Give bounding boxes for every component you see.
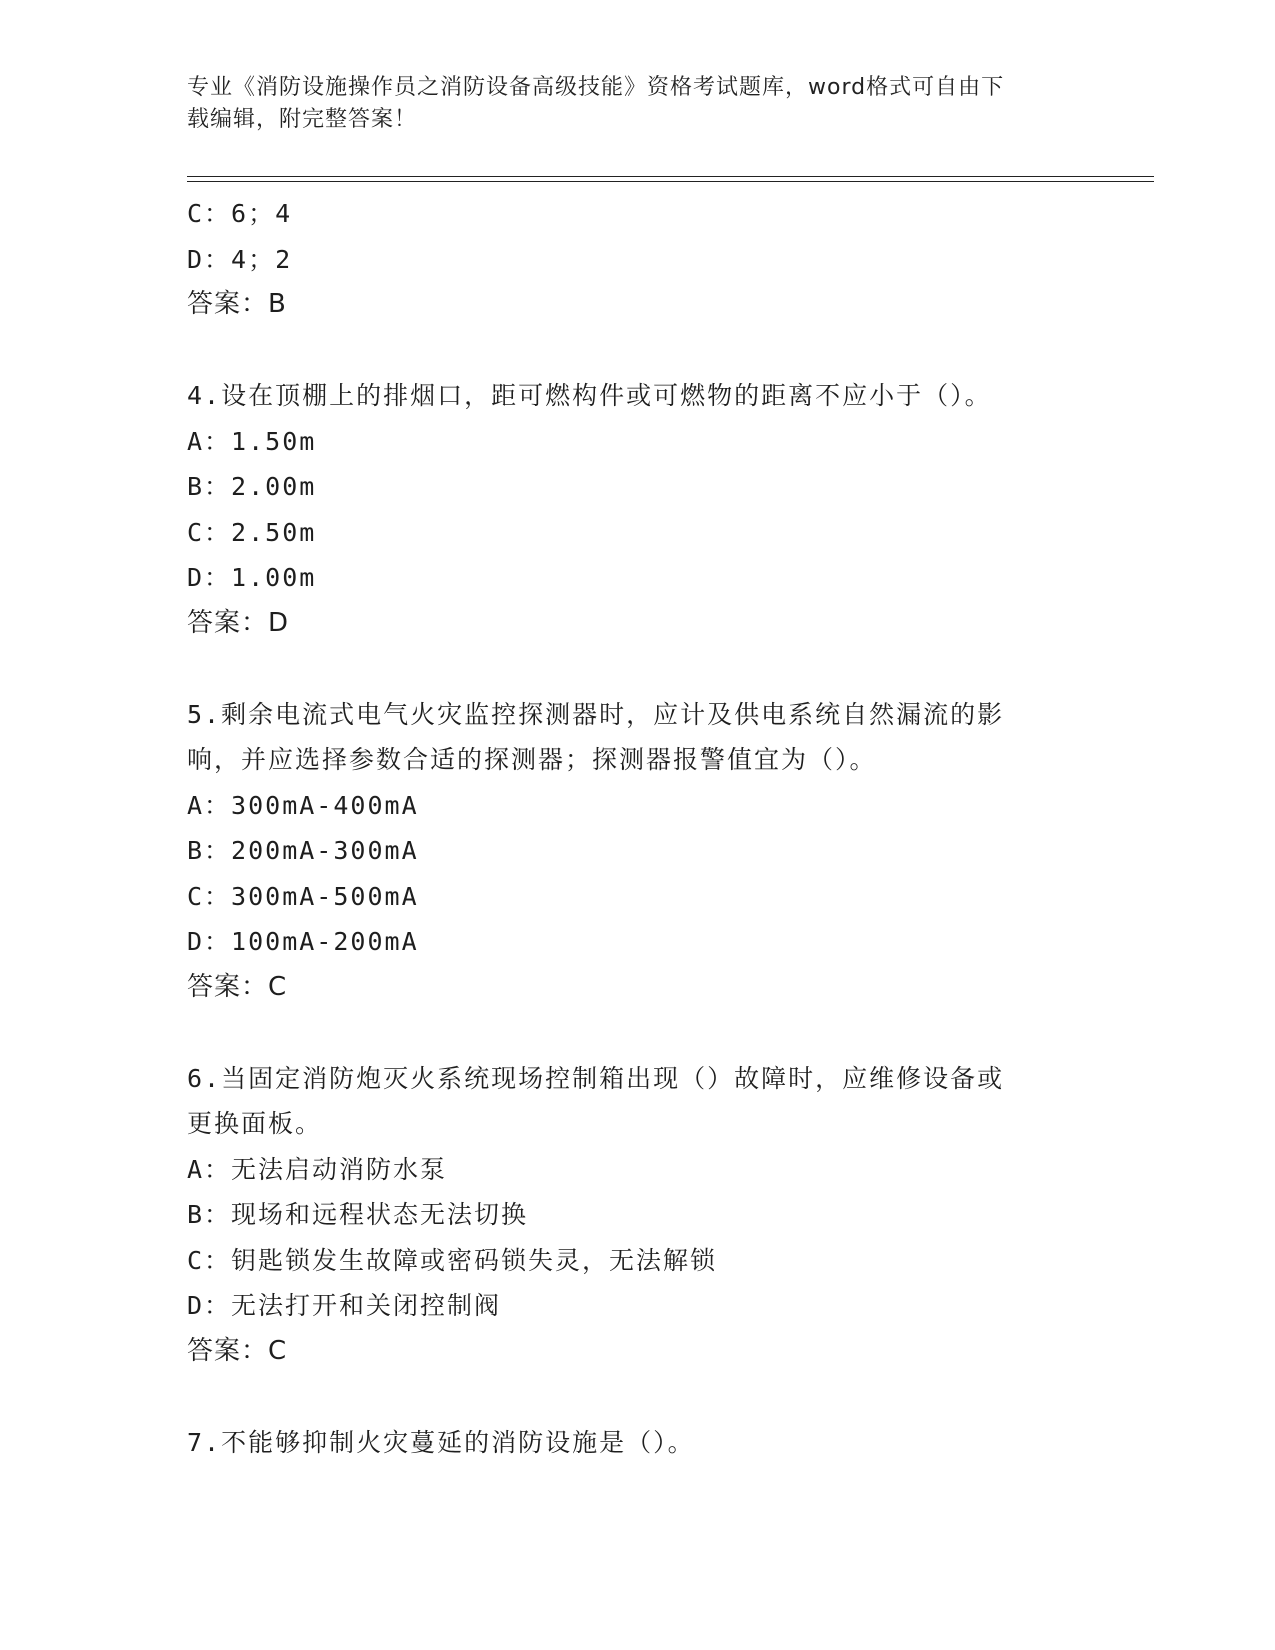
question-7	[187, 1420, 1087, 1466]
question-3-continuation	[187, 191, 1087, 328]
option-b: B：现场和远程状态无法切换	[187, 1200, 529, 1229]
question-text-line-2: 更换面板。	[187, 1109, 323, 1138]
spacer	[187, 328, 1087, 374]
option-d: D：4；2	[187, 244, 293, 274]
spacer	[187, 646, 1087, 692]
spacer	[187, 1010, 1087, 1056]
header-divider-bottom	[187, 181, 1154, 182]
option-b: B：200mA-300mA	[187, 836, 419, 865]
document-body	[187, 191, 1087, 1465]
header-line-2: 载编辑，附完整答案！	[187, 107, 418, 132]
answer-line: 答案：C	[187, 971, 288, 1002]
option-c: C：300mA-500mA	[187, 881, 419, 911]
option-c: C：钥匙锁发生故障或密码锁失灵，无法解锁	[187, 1245, 718, 1275]
header-divider-top	[187, 176, 1154, 177]
question-6	[187, 1056, 1087, 1375]
answer-line: 答案：C	[187, 1335, 288, 1366]
answer-line: 答案：D	[187, 607, 290, 638]
option-b: B：2.00m	[187, 472, 317, 501]
header-line-1: 专业《消防设施操作员之消防设备高级技能》资格考试题库，word格式可自由下	[187, 75, 1005, 100]
question-text-line-2: 响，并应选择参数合适的探测器；探测器报警值宜为（）。	[187, 745, 877, 774]
question-4	[187, 373, 1087, 646]
question-5	[187, 692, 1087, 1011]
spacer	[187, 1374, 1087, 1420]
question-text: 7.不能够抑制火灾蔓延的消防设施是（）。	[187, 1427, 695, 1457]
option-d: D：100mA-200mA	[187, 927, 419, 956]
option-a: A：300mA-400mA	[187, 790, 419, 820]
answer-line: 答案：B	[187, 289, 287, 319]
option-a: A：1.50m	[187, 426, 317, 456]
question-text: 4.设在顶棚上的排烟口，距可燃构件或可燃物的距离不应小于（）。	[187, 381, 992, 410]
question-text-line-1: 6.当固定消防炮灭火系统现场控制箱出现（）故障时，应维修设备或	[187, 1063, 1005, 1093]
option-c: C：6；4	[187, 199, 293, 228]
option-c: C：2.50m	[187, 517, 317, 547]
page-header	[187, 72, 1077, 136]
option-d: D：1.00m	[187, 563, 317, 592]
question-text-line-1: 5.剩余电流式电气火灾监控探测器时，应计及供电系统自然漏流的影	[187, 699, 1005, 729]
option-d: D：无法打开和关闭控制阀	[187, 1291, 502, 1320]
option-a: A：无法启动消防水泵	[187, 1154, 448, 1184]
